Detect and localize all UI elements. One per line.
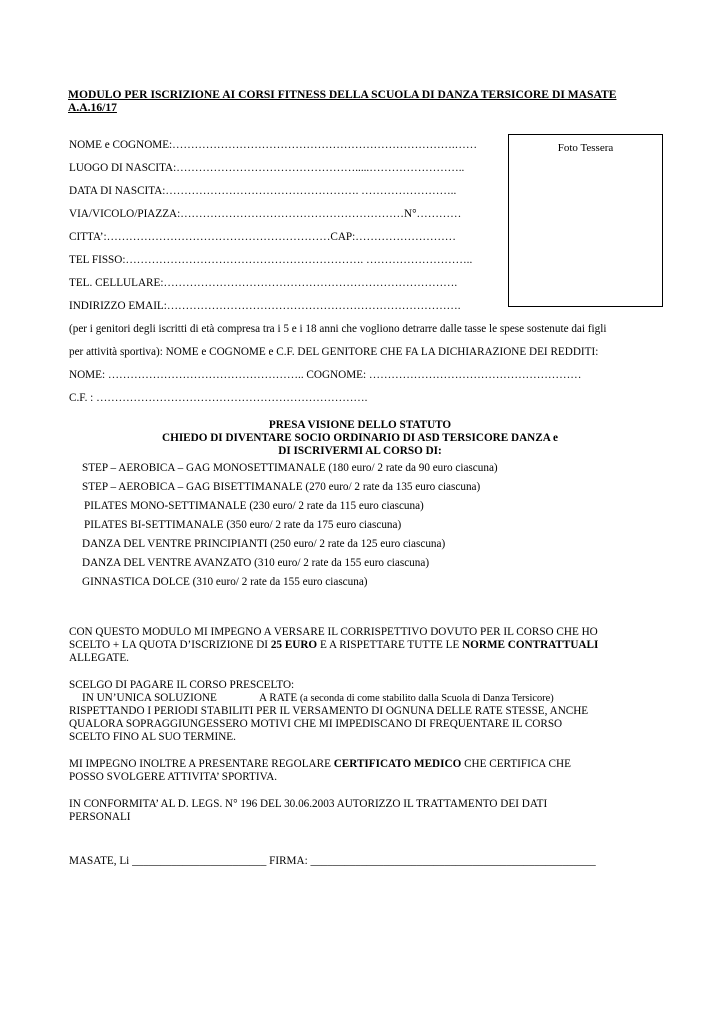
field-parent-cf[interactable]: C.F. : ………………………………………………………………. [69, 392, 368, 404]
medical-certificate: CERTIFICATO MEDICO [333, 758, 462, 770]
field-email[interactable]: INDIRIZZO EMAIL:……………………………………………………………………. [69, 300, 461, 312]
field-mobile[interactable]: TEL. CELLULARE:……………………………………………………………………. [69, 277, 458, 289]
declaration-line3: DI ISCRIVERMI AL CORSO DI: [278, 445, 442, 457]
medical-line2: POSSO SVOLGERE ATTIVITA’ SPORTIVA. [69, 771, 278, 783]
course-option[interactable]: DANZA DEL VENTRE PRINCIPIANTI (250 euro/ 2 rate da 125 euro ciascuna) [82, 538, 446, 550]
course-option[interactable]: PILATES MONO-SETTIMANALE (230 euro/ 2 rate da 115 euro ciascuna) [84, 500, 424, 512]
payment-rate-option[interactable] [259, 692, 554, 705]
field-address[interactable]: VIA/VICOLO/PIAZZA:……………………………………………………N°………… [69, 208, 462, 220]
commitment-line3: ALLEGATE. [69, 652, 129, 664]
payment-line4: QUALORA SOPRAGGIUNGESSERO MOTIVI CHE MI IMPEDISCANO DI FREQUENTARE IL CORSO [69, 718, 563, 730]
course-option[interactable]: STEP – AEROBICA – GAG BISETTIMANALE (270 euro/ 2 rate da 135 euro ciascuna) [82, 481, 481, 493]
form-title: MODULO PER ISCRIZIONE AI CORSI FITNESS DELLA SCUOLA DI DANZA TERSICORE DI MASATE [68, 88, 617, 101]
field-parent-name[interactable]: NOME: …………………………………………….. COGNOME: ………………………………………………… [69, 369, 582, 381]
course-option[interactable]: GINNASTICA DOLCE (310 euro/ 2 rate da 155 euro ciascuna) [82, 576, 368, 588]
field-birthplace[interactable]: LUOGO DI NASCITA:………………………………………….....…………………….. [69, 162, 465, 174]
course-option[interactable]: STEP – AEROBICA – GAG MONOSETTIMANALE (180 euro/ 2 rate da 90 euro ciascuna) [82, 462, 498, 474]
payment-line5: SCELTO FINO AL SUO TERMINE. [69, 731, 236, 743]
declaration-line1: PRESA VISIONE DELLO STATUTO [268, 419, 452, 431]
medical-text-a: MI IMPEGNO INOLTRE A PRESENTARE REGOLARE [69, 758, 334, 770]
declaration-line2: CHIEDO DI DIVENTARE SOCIO ORDINARIO DI ASD TERSICORE DANZA e [162, 432, 558, 444]
payment-line3: RISPETTANDO I PERIODI STABILITI PER IL VERSAMENTO DI OGNUNA DELLE RATE STESSE, ANCHE [69, 705, 589, 717]
commitment-text-c: E A RISPETTARE TUTTE LE [317, 639, 463, 651]
field-name-surname[interactable]: NOME e COGNOME:………………………………………………………………….…… [69, 139, 478, 151]
photo-label: Foto Tessera [557, 142, 614, 154]
academic-year: A.A.16/17 [68, 101, 117, 114]
field-birthdate[interactable]: DATA DI NASCITA:……………………………………………. …………………….. [69, 185, 457, 197]
course-option[interactable]: PILATES BI-SETTIMANALE (350 euro/ 2 rate da 175 euro ciascuna) [84, 519, 402, 531]
commitment-line2 [69, 639, 598, 652]
field-landline[interactable]: TEL FISSO:………………………………………………………. ……………………….. [69, 254, 473, 266]
photo-box [508, 134, 663, 307]
privacy-line2: PERSONALI [69, 811, 131, 823]
medical-text-c: CHE CERTIFICA CHE [461, 758, 571, 770]
medical-line1 [69, 758, 571, 771]
field-city-cap[interactable]: CITTA’:……………………………………………………CAP:……………………… [69, 231, 456, 243]
commitment-line1: CON QUESTO MODULO MI IMPEGNO A VERSARE IL CORRISPETTIVO DOVUTO PER IL CORSO CHE HO [69, 626, 598, 638]
parent-note-line1: (per i genitori degli iscritti di età compresa tra i 5 e i 18 anni che vogliono detrarre dalle tasse le spese sostenute dai figli [69, 323, 607, 335]
signature-line[interactable]: MASATE, Li ________________________ FIRMA: ___________________________________________________ [69, 855, 596, 867]
course-option[interactable]: DANZA DEL VENTRE AVANZATO (310 euro/ 2 rate da 155 euro ciascuna) [82, 557, 430, 569]
payment-rate-note: (a seconda di come stabilito dalla Scuola di Danza Tersicore) [297, 693, 554, 704]
parent-note-line2: per attività sportiva): NOME e COGNOME e C.F. DEL GENITORE CHE FA LA DICHIARAZIONE DEI REDDITI: [69, 346, 599, 358]
payment-rate-label: A RATE [259, 692, 298, 704]
privacy-line1: IN CONFORMITA’ AL D. LEGS. N° 196 DEL 30.06.2003 AUTORIZZO IL TRATTAMENTO DEI DATI [69, 798, 548, 810]
payment-line1: SCELGO DI PAGARE IL CORSO PRESCELTO: [69, 679, 295, 691]
fee-amount: 25 EURO [270, 639, 318, 651]
contract-rules: NORME CONTRATTUALI [462, 639, 599, 651]
commitment-text-a: SCELTO + LA QUOTA D’ISCRIZIONE DI [69, 639, 271, 651]
payment-single-option[interactable]: IN UN’UNICA SOLUZIONE [82, 692, 217, 704]
